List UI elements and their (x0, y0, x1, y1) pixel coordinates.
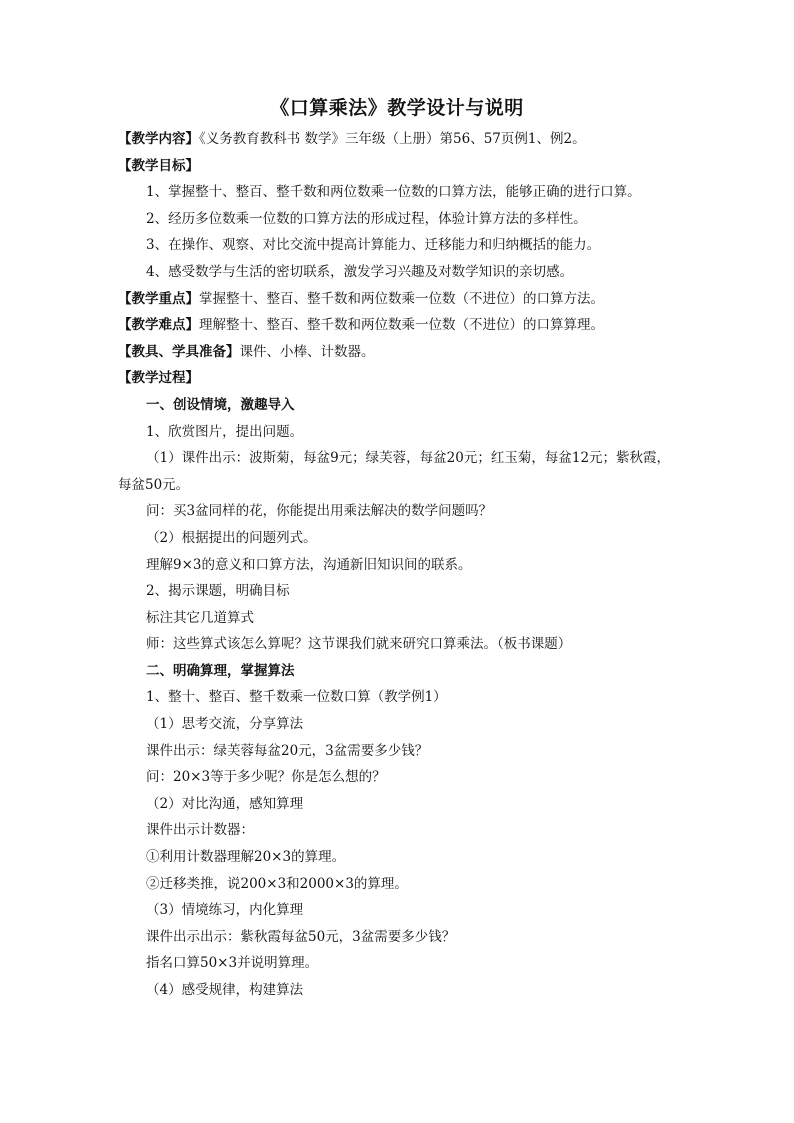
key-label: 【教学重点】 (118, 290, 199, 307)
paragraph: 1、整十、整百、整千数乘一位数口算（教学例1） (146, 689, 447, 706)
content-label: 【教学内容】 (118, 131, 199, 147)
section-1-title: 一、创设情境，激趣导入 (146, 396, 295, 413)
paragraph: （1）课件出示：波斯菊，每盆9元；绿芙蓉，每盆20元；红玉菊，每盆12元；紫秋霞，每盆50元。 (118, 450, 671, 493)
paragraph: 问：买3盆同样的花，你能提出用乘法解决的数学问题吗？ (146, 503, 493, 520)
document-title: 《口算乘法》教学设计与说明 (270, 97, 524, 119)
paragraph: ①利用计数器理解20×3的算理。 (146, 849, 346, 866)
goals-label: 【教学目标】 (118, 157, 199, 174)
goal-item: 4、感受数学与生活的密切联系，激发学习兴趣及对数学知识的亲切感。 (146, 263, 574, 280)
difficulty-line (118, 312, 682, 339)
paragraph: 标注其它几道算式 (146, 609, 254, 626)
difficulty-label: 【教学难点】 (118, 317, 199, 334)
key-line (118, 286, 682, 313)
tools-line (118, 339, 682, 366)
content-text: 《义务教育教科书 数学》三年级（上册）第56、57页例1、例2。 (199, 131, 586, 147)
paragraph: ②迁移类推，说200×3和2000×3的算理。 (146, 875, 408, 892)
paragraph: （2）对比沟通，感知算理 (146, 795, 304, 812)
tools-text: 课件、小棒、计数器。 (239, 343, 375, 360)
tools-label: 【教具、学具准备】 (118, 343, 240, 360)
paragraph: 理解9×3的意义和口算方法，沟通新旧知识间的联系。 (146, 556, 472, 573)
paragraph: （2）根据提出的问题列式。 (146, 529, 317, 546)
paragraph: 课件出示计数器： (146, 822, 254, 839)
paragraph: 1、欣赏图片，提出问题。 (146, 423, 304, 440)
document-body (118, 126, 682, 1004)
key-text: 掌握整十、整百、整千数和两位数乘一位数（不进位）的口算方法。 (199, 290, 604, 307)
content-line (118, 126, 682, 153)
goal-item: 3、在操作、观察、对比交流中提高计算能力、迁移能力和归纳概括的能力。 (146, 237, 601, 254)
paragraph: 问：20×3等于多少呢？你是怎么想的？ (146, 769, 386, 786)
paragraph: 指名口算50×3并说明算理。 (146, 955, 319, 972)
difficulty-text: 理解整十、整百、整千数和两位数乘一位数（不进位）的口算算理。 (199, 317, 604, 334)
process-label: 【教学过程】 (118, 370, 199, 387)
paragraph: 课件出示：绿芙蓉每盆20元，3盆需要多少钱？ (146, 742, 429, 759)
paragraph: （3）情境练习，内化算理 (146, 902, 304, 919)
paragraph: 师：这些算式该怎么算呢？这节课我们就来研究口算乘法。（板书课题） (146, 636, 572, 653)
paragraph: （4）感受规律，构建算法 (146, 982, 304, 998)
goal-item: 2、经历多位数乘一位数的口算方法的形成过程，体验计算方法的多样性。 (146, 210, 587, 227)
section-2-title: 二、明确算理，掌握算法 (146, 662, 295, 679)
paragraph: 2、揭示课题，明确目标 (146, 583, 290, 600)
paragraph: 课件出示出示：紫秋霞每盆50元，3盆需要多少钱？ (146, 928, 456, 945)
paragraph: （1）思考交流，分享算法 (146, 716, 304, 733)
goal-item: 1、掌握整十、整百、整千数和两位数乘一位数的口算方法，能够正确的进行口算。 (146, 184, 641, 201)
